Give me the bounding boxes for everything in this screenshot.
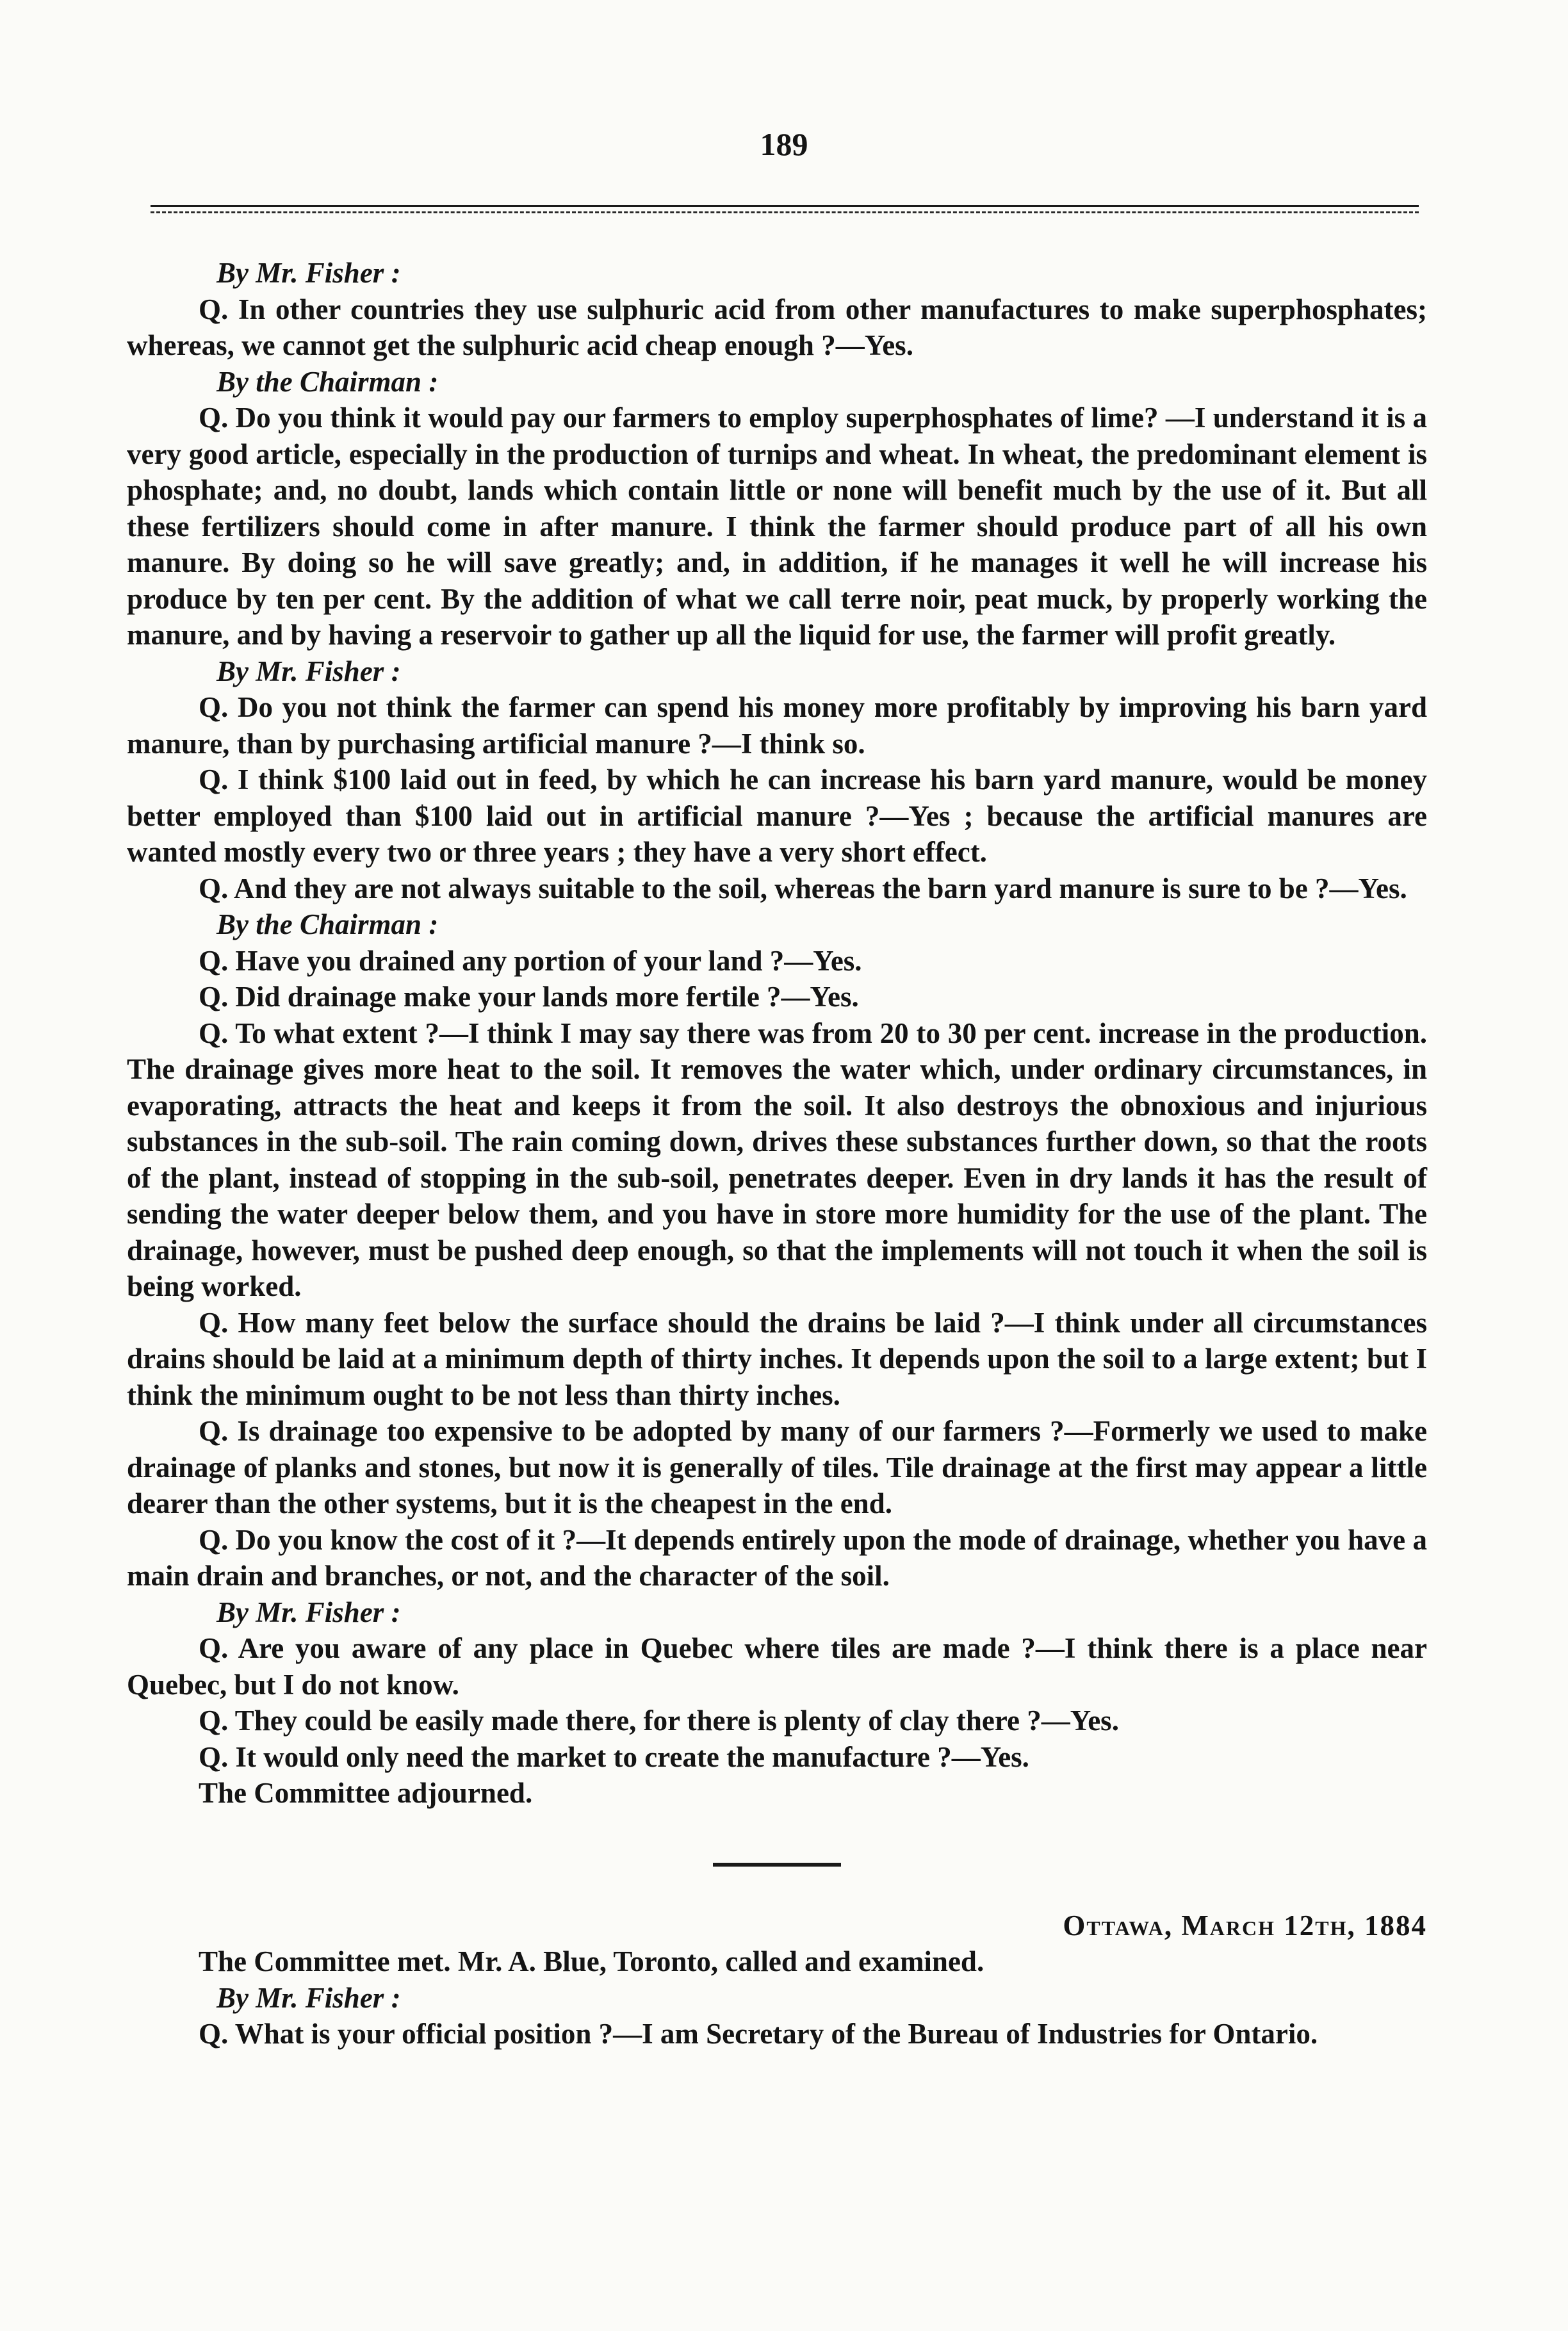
qa-paragraph: Q. Have you drained any portion of your land ?—Yes. — [199, 944, 862, 977]
session-opening: The Committee met. Mr. A. Blue, Toronto, called and examined. — [199, 1945, 984, 1977]
qa-paragraph: Q. I think $100 laid out in feed, by which he can increase his barn yard manure, would be money better employed than $100 laid out in artificial manure ?—Yes ; because the artificial manures are wanted mostly every two or three years ; they have a very short effect. — [127, 764, 1427, 868]
qa-paragraph: Q. What is your official position ?—I am Secretary of the Bureau of Industries for Ontario. — [199, 2018, 1318, 2050]
adjourned-line: The Committee adjourned. — [199, 1777, 533, 1809]
qa-paragraph: Q. Did drainage make your lands more fertile ?—Yes. — [199, 981, 859, 1013]
page-number: 189 — [760, 126, 808, 162]
section-divider — [713, 1863, 841, 1867]
qa-paragraph: Q. Do you know the cost of it ?—It depends entirely upon the mode of drainage, whether you have a main drain and branches, or not, and the character of the soil. — [127, 1523, 1427, 1592]
qa-paragraph: Q. Is drainage too expensive to be adopted by many of our farmers ?—Formerly we used to make drainage of planks and stones, but now it is generally of tiles. Tile drainage at the first may appear a little dearer than the other systems, but it is the cheapest in the end. — [127, 1415, 1427, 1519]
qa-paragraph: Q. Are you aware of any place in Quebec where tiles are made ?—I think there is a place near Quebec, but I do not know. — [127, 1632, 1427, 1701]
qa-paragraph: Q. And they are not always suitable to the soil, whereas the barn yard manure is sure to be ?—Yes. — [199, 872, 1407, 904]
speaker-heading: By Mr. Fisher : — [216, 257, 401, 289]
qa-paragraph: Q. Do you not think the farmer can spend his money more profitably by improving his barn yard manure, than by purchasing artificial manure ?—I think so. — [127, 691, 1427, 760]
speaker-heading: By the Chairman : — [216, 908, 439, 940]
qa-paragraph: Q. In other countries they use sulphuric acid from other manufactures to make superphosphates; whereas, we cannot get the sulphuric acid cheap enough ?—Yes. — [127, 293, 1427, 361]
speaker-heading: By the Chairman : — [216, 365, 439, 398]
qa-paragraph: Q. It would only need the market to create the manufacture ?—Yes. — [199, 1740, 1029, 1773]
qa-paragraph: Q. Do you think it would pay our farmers to employ superphosphates of lime? —I understand it is a very good article, especially in the production of turnips and wheat. In wheat, the predominant element is phosphate; and, no doubt, lands which contain little or none will benefit much by the use of it. But all these fertilizers should come in after manure. I think the farmer should produce part of all his own manure. By doing so he will save greatly; and, in addition, if he manages it well he will increase his produce by ten per cent. By the addition of what we call terre noir, peat muck, by properly working the manure, and by having a reservoir to gather up all the liquid for use, the farmer will profit greatly. — [127, 402, 1427, 651]
qa-paragraph: Q. How many feet below the surface should the drains be laid ?—I think under all circumstances drains should be laid at a minimum depth of thirty inches. It depends upon the soil to a large extent; but I think the minimum ought to be not less than thirty inches. — [127, 1306, 1427, 1411]
header-rule — [151, 205, 1419, 215]
speaker-heading: By Mr. Fisher : — [216, 655, 401, 687]
speaker-heading: By Mr. Fisher : — [216, 1596, 401, 1628]
speaker-heading: By Mr. Fisher : — [216, 1981, 401, 2014]
document-body — [127, 255, 1427, 2052]
qa-paragraph: Q. They could be easily made there, for there is plenty of clay there ?—Yes. — [199, 1705, 1119, 1737]
session-date: Ottawa, March 12th, 1884 — [1063, 1909, 1427, 1942]
qa-paragraph: Q. To what extent ?—I think I may say there was from 20 to 30 per cent. increase in the production. The drainage gives more heat to the soil. It removes the water which, under ordinary circumstances, in evaporating, attracts the heat and keeps it from the soil. It also destroys the obnoxious and injurious substances in the sub-soil. The rain coming down, drives these substances further down, so that the roots of the plant, instead of stopping in the sub-soil, penetrates deeper. Even in dry lands it has the result of sending the water deeper below them, and you have in store more humidity for the use of the plant. The drainage, however, must be pushed deep enough, so that the implements will not touch it when the soil is being worked. — [127, 1017, 1427, 1302]
